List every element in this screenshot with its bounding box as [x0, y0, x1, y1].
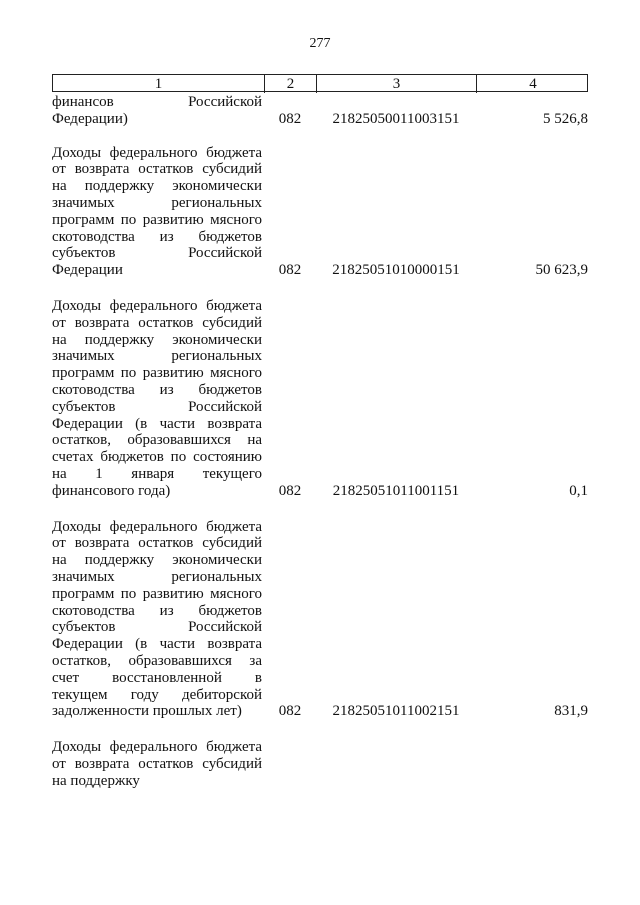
table-row	[52, 519, 588, 721]
column-header-1: 1	[53, 75, 265, 93]
row-kbk: 21825051010000151	[332, 262, 460, 279]
row-code: 082	[278, 110, 302, 127]
column-header-3: 3	[317, 75, 477, 93]
row-description: Доходы федерального бюджета от возврата остатков субсидий на поддержку экономически значимых региональных программ по развитию мясного скотоводства из бюджетов субъектов Российской Федерации (в части возврата остатков, образовавшихся за счет восстановленной в текущем году дебиторской задолженности прошлых лет)	[52, 518, 262, 720]
page-number: 277	[309, 36, 331, 51]
revenue-table	[52, 74, 588, 789]
table-row	[52, 298, 588, 500]
row-kbk: 21825051011002151	[332, 703, 460, 720]
row-description: Доходы федерального бюджета от возврата остатков субсидий на поддержку	[52, 739, 262, 789]
row-kbk: 21825051011001151	[332, 482, 460, 499]
row-amount: 831,9	[554, 703, 588, 720]
row-code: 082	[278, 482, 302, 499]
row-code: 082	[278, 703, 302, 720]
table-row	[52, 739, 588, 789]
column-header-4: 4	[529, 76, 537, 92]
table-header-row	[52, 74, 588, 92]
row-kbk: 21825050011003151	[332, 110, 460, 127]
table-row	[52, 94, 588, 128]
table-row	[52, 145, 588, 279]
row-code: 082	[278, 262, 302, 279]
row-description: финансов Российской Федерации)	[52, 94, 262, 127]
row-amount: 5 526,8	[543, 110, 588, 127]
row-amount: 0,1	[569, 482, 588, 499]
column-header-2: 2	[265, 75, 317, 93]
row-amount: 50 623,9	[535, 262, 588, 279]
row-description: Доходы федерального бюджета от возврата остатков субсидий на поддержку экономически значимых региональных программ по развитию мясного скотоводства из бюджетов субъектов Российской Федерации (в части возврата остатков, образовавшихся на счетах бюджетов по состоянию на 1 января текущего финансового года)	[52, 297, 262, 499]
row-description: Доходы федерального бюджета от возврата остатков субсидий на поддержку экономически значимых региональных программ по развитию мясного скотоводства из бюджетов субъектов Российской Федерации	[52, 144, 262, 279]
